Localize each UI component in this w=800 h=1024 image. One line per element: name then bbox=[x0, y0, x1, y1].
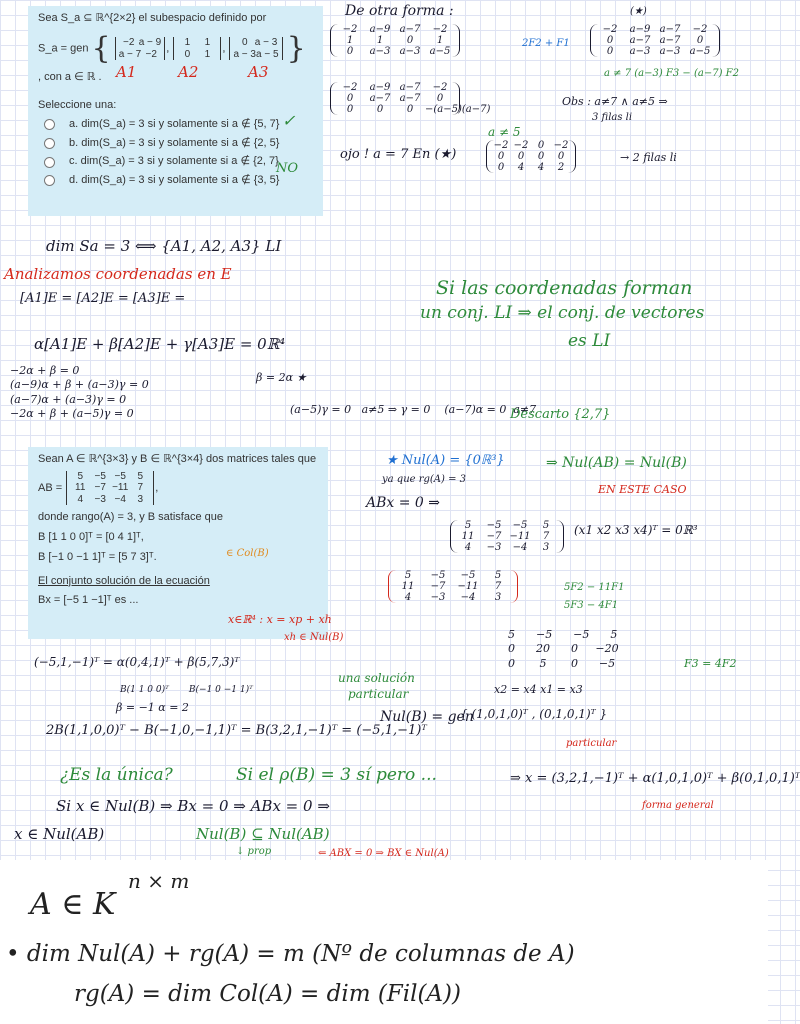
note-reduced: 5 −5 −5 5 0 20 0 −20 0 5 0 −5 bbox=[508, 628, 619, 670]
note-ops2: 5F2 − 11F1 bbox=[564, 582, 625, 593]
ab-expression: AB = 5 −5 −5 5 11 −7 −11 7 4 −3 −4 3 , bbox=[38, 470, 159, 505]
note-si-rg: Si el ρ(B) = 3 sí pero ... bbox=[236, 765, 437, 785]
note-obs2: 3 filas li bbox=[592, 112, 633, 123]
question-intro: Sea S_a ⊆ ℝ^{2×2} el subespacio definido por bbox=[38, 12, 267, 24]
note-x-general: ⇒ x = (3,2,1,−1)ᵀ + α(1,0,1,0)ᵀ + β(0,1,0,1)ᵀ bbox=[510, 771, 800, 786]
note-a-in-k: A ∈ K bbox=[30, 887, 116, 922]
radio-icon[interactable] bbox=[44, 138, 55, 149]
note-beta: β = 2α ★ bbox=[256, 371, 307, 384]
note-comb2: (−5,1,−1)ᵀ = α(0,4,1)ᵀ + β(5,7,3)ᵀ bbox=[34, 655, 240, 669]
hand-matrix-4: −2 −2 0 −2 0 0 0 0 0 4 4 2 bbox=[486, 140, 576, 173]
hand-matrix-3: −2 a−9 a−7 −2 0 a−7 a−7 0 0 0 0 −(a−5)(a−7) bbox=[330, 82, 460, 115]
matrix-1: −2 a − 9 a − 7 −2 bbox=[115, 37, 166, 60]
note-x2x4: x2 = x4 x1 = x3 bbox=[494, 683, 583, 696]
note-cond1: a ≠ 7 (a−3) F3 − (a−7) F2 bbox=[604, 68, 739, 79]
note-a-neq5: a ≠ 5 bbox=[488, 125, 521, 139]
note-abx: ABx = 0 ⇒ bbox=[366, 495, 441, 511]
note-particular: particular bbox=[348, 687, 409, 701]
radio-icon[interactable] bbox=[44, 157, 55, 168]
matrix-3: 0 a − 3 a − 3a − 5 bbox=[229, 37, 282, 60]
bx-equation: Bx = [−5 1 −1]ᵀ es ... bbox=[38, 594, 139, 607]
bottom-notes bbox=[0, 860, 768, 1024]
label-a3: A3 bbox=[248, 63, 269, 81]
note-una-sol: una solución bbox=[338, 671, 415, 685]
option-b[interactable]: b. dim(S_a) = 3 si y solamente si a ∉ {2, 5} bbox=[44, 137, 313, 151]
note-dim-line: dim Sa = 3 ⟺ {A1, A2, A3} LI bbox=[46, 237, 282, 255]
note-ops1: 2F2 + F1 bbox=[522, 38, 570, 49]
note-x-vec: (x1 x2 x3 x4)ᵀ = 0ℝ³ bbox=[574, 523, 698, 537]
option-c[interactable]: c. dim(S_a) = 3 si y solamente si a ∉ {2, 7} bbox=[44, 155, 313, 169]
select-label: Seleccione una: bbox=[38, 99, 117, 111]
note-x-in-r4: x∈ℝ⁴ : x = xp + xh bbox=[228, 613, 332, 626]
note-en-este: EN ESTE CASO bbox=[598, 483, 687, 496]
note-si-coords: Si las coordenadas forman bbox=[436, 277, 693, 299]
note-b-labels: B(1 1 0 0)ᵀ B(−1 0 −1 1)ᵀ bbox=[120, 685, 253, 695]
hand-matrix-1: −2 a−9 a−7 −2 1 1 0 1 0 a−3 a−3 a−5 bbox=[330, 24, 460, 57]
note-beta-alpha: β = −1 α = 2 bbox=[116, 701, 189, 714]
eq-2: B [−1 0 −1 1]ᵀ = [5 7 3]ᵀ. bbox=[38, 550, 157, 563]
note-obs: Obs : a≠7 ∧ a≠5 ⇒ bbox=[562, 95, 668, 108]
hand-matrix-ab: 5 −5 −5 5 11 −7 −11 7 4 −3 −4 3 bbox=[450, 520, 564, 553]
check-mark-icon: ✓ bbox=[282, 111, 296, 130]
note-analizamos: Analizamos coordenadas en E bbox=[4, 265, 232, 283]
ab-matrix: 5 −5 −5 5 11 −7 −11 7 4 −3 −4 3 bbox=[66, 471, 154, 506]
question-card-2 bbox=[28, 447, 328, 639]
note-ojo-tail: → 2 filas li bbox=[620, 151, 677, 164]
note-rg-eq: rg(A) = dim Col(A) = dim (Fil(A)) bbox=[74, 981, 461, 1007]
note-coords: [A1]E = [A2]E = [A3]E = bbox=[20, 291, 186, 306]
label-a1: A1 bbox=[116, 63, 137, 81]
note-si-coords3: es LI bbox=[568, 331, 611, 351]
question-card-1 bbox=[28, 6, 323, 216]
note-red: ⇐ ABX = 0 ⇒ BX ∈ Nul(A) bbox=[318, 848, 449, 859]
note-prop: ↓ prop bbox=[236, 846, 272, 857]
question2-intro: Sean A ∈ ℝ^{3×3} y B ∈ ℝ^{3×4} dos matrices tales que bbox=[38, 453, 317, 465]
note-nul-ab: ⇒ Nul(AB) = Nul(B) bbox=[546, 455, 687, 471]
note-nul-a: ★ Nul(A) = {0ℝ³} bbox=[386, 453, 505, 468]
note-nulb-sub: Nul(B) ⊆ Nul(AB) bbox=[196, 825, 330, 843]
question-suffix: , con a ∈ ℝ . bbox=[38, 71, 102, 84]
note-ojo: ojo ! a = 7 En (★) bbox=[340, 147, 457, 162]
note-otra-forma: De otra forma : bbox=[345, 3, 454, 19]
note-system-right: (a−5)γ = 0 a≠5 ⇒ γ = 0 (a−7)α = 0 a≠7 bbox=[290, 403, 537, 416]
note-unica: ¿Es la única? bbox=[60, 765, 173, 785]
note-comb: α[A1]E + β[A2]E + γ[A3]E = 0ℝ⁴ bbox=[34, 335, 286, 353]
note-si-coords2: un conj. LI ⇒ el conj. de vectores bbox=[420, 303, 705, 323]
note-nul-b-vecs: { (1,0,1,0)ᵀ , (0,1,0,1)ᵀ } bbox=[460, 707, 608, 721]
option-d[interactable]: d. dim(S_a) = 3 si y solamente si a ∉ {3, 5} bbox=[44, 174, 313, 188]
note-sixnul: Si x ∈ Nul(B) ⇒ Bx = 0 ⇒ ABx = 0 ⇒ bbox=[56, 797, 330, 815]
note-xnulab: x ∈ Nul(AB) bbox=[14, 825, 105, 843]
label-a2: A2 bbox=[178, 63, 199, 81]
note-star: (★) bbox=[630, 6, 647, 17]
note-xh: xh ∈ Nul(B) bbox=[284, 632, 344, 643]
option-a[interactable]: a. dim(S_a) = 3 si y solamente si a ∉ {5, 7} bbox=[44, 118, 313, 132]
note-in-col: ∈ Col(B) bbox=[226, 548, 269, 559]
note-descarto: Descarto {2,7} bbox=[510, 407, 611, 422]
matrix-2: 1 1 0 1 bbox=[173, 37, 221, 60]
hand-matrix-2: −2 a−9 a−7 −2 0 a−7 a−7 0 0 a−3 a−3 a−5 bbox=[590, 24, 720, 57]
note-nul-b: Nul(B) = gen bbox=[380, 709, 474, 725]
note-dim-nul: • dim Nul(A) + rg(A) = m (Nº de columnas de A) bbox=[6, 941, 575, 967]
rank-text: donde rango(A) = 3, y B satisface que bbox=[38, 511, 223, 524]
note-rg-a: ya que rg(A) = 3 bbox=[382, 474, 467, 485]
note-system: −2α + β = 0 (a−9)α + β + (a−3)γ = 0 (a−7)α + (a−3)γ = 0 −2α + β + (a−5)γ = 0 bbox=[10, 364, 149, 420]
radio-icon[interactable] bbox=[44, 119, 55, 130]
note-ops3: 5F3 − 4F1 bbox=[564, 600, 619, 611]
note-2b: 2B(1,1,0,0)ᵀ − B(−1,0,−1,1)ᵀ = B(3,2,1,−1)ᵀ = (−5,1,−1)ᵀ bbox=[46, 723, 427, 738]
hand-matrix-ab-2: 5 −5 −5 5 11 −7 −11 7 4 −3 −4 3 bbox=[388, 570, 518, 603]
note-no: NO bbox=[276, 161, 299, 176]
solution-label: El conjunto solución de la ecuación bbox=[38, 574, 210, 587]
note-f3: F3 = 4F2 bbox=[684, 657, 737, 670]
gen-expression: S_a = gen { −2 a − 9 a − 7 −2 , 1 1 0 1 , 0 a − 3 a − 3a − 5 } bbox=[38, 30, 306, 66]
eq-1: B [1 1 0 0]ᵀ = [0 4 1]ᵀ, bbox=[38, 531, 144, 543]
note-forma-gen: forma general bbox=[642, 800, 714, 811]
note-particular2: particular bbox=[566, 738, 617, 749]
radio-icon[interactable] bbox=[44, 175, 55, 186]
note-nxm: n × m bbox=[128, 869, 190, 893]
